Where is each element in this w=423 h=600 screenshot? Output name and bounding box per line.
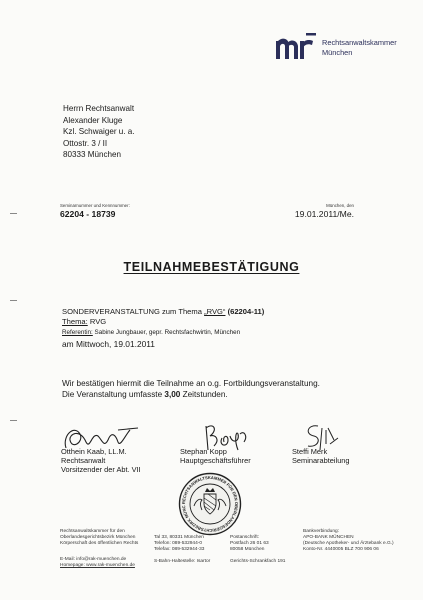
thema-line [62, 317, 106, 327]
letter-date: 19.01.2011/Me. [294, 209, 354, 219]
footer-bank-block: Bankverbindung: APO-BANK MÜNCHEN (Deutsche Apotheker- und Ärztebank e.G.) Konto-Nr. 4440005 BLZ 700 906 06 [303, 529, 394, 552]
event-type: SONDERVERANSTALTUNG zum Thema [62, 307, 205, 316]
signatory-kopp [180, 447, 251, 465]
footer-sbahn: S-Bahn-Haltestelle: Isartor [154, 559, 211, 564]
fold-mark [10, 420, 17, 421]
punch-mark [10, 300, 17, 301]
reference-label: Seminarnummer und Kennnummer: [60, 203, 130, 208]
fold-mark [10, 213, 17, 214]
address-line: Kzl. Schwaiger u. a. [63, 127, 135, 136]
event-date: am Mittwoch, 19.01.2011 [62, 339, 155, 349]
footer-website: Homepage: www.rak-muenchen.de [60, 563, 135, 568]
address-line: Alexander Kluge [63, 115, 123, 125]
footer-email: E-Mail: info@rak-muenchen.de [60, 557, 127, 562]
rak-logo-icon [276, 33, 316, 59]
address-line: 80333 München [63, 150, 122, 159]
footer-postal-block: Postanschrift: Postfach 26 01 63 80058 München [230, 535, 269, 552]
signatory-role: Hauptgeschäftsführer [180, 456, 251, 466]
address-line: Herrn Rechtsanwalt [63, 104, 135, 113]
organization-name: Rechtsanwaltskammer München [322, 38, 397, 57]
signatory-role: Seminarabteilung [292, 456, 350, 466]
referentin-value: Sabine Jungbauer, gepr. Rechtsfachwirtin, München [92, 329, 241, 336]
event-line [62, 307, 264, 317]
reference-number: 62204 - 18739 [60, 209, 116, 219]
date-label: München, den [326, 203, 354, 208]
footer-phone-block: Tal 33, 80331 München Telefon: 089-532944-0 Telefax: 089-532944-33 [154, 535, 205, 552]
svg-text:RECHTSANWALTSKAMMER FÜR DEN OB: RECHTSANWALTSKAMMER FÜR DEN OBERLANDESGERICHTSBEZIRK MÜNC [180, 474, 240, 534]
signatory-kaab [61, 447, 141, 475]
recipient-address [63, 103, 135, 161]
footer-schrankfach: Gerichts-Schrankfach 191 [230, 559, 286, 564]
footer-organization: Rechtsanwaltskammer für den Oberlandesgerichtsbezirk München Körperschaft des öffentlichen Rechts [60, 529, 139, 546]
hours-value: 3,00 [164, 390, 181, 399]
signatory-role: Rechtsanwalt [61, 456, 106, 466]
thema-value: RVG [87, 317, 107, 326]
signatory-name: Stephan Kopp [180, 447, 227, 456]
event-topic: „RVG“ [204, 307, 226, 316]
footer-contact [60, 557, 135, 569]
thema-label: Thema: [62, 317, 88, 326]
event-code: (62204-11) [225, 307, 265, 316]
confirmation-text: Wir bestätigen hiermit die Teilnahme an o.g. Fortbildungsveranstaltung. Die Veranstaltung umfasste 3,00 Zeitstunden. [62, 379, 320, 399]
address-line: Ottostr. 3 / II [63, 138, 108, 148]
official-seal-icon [178, 472, 242, 536]
signatory-name: Otthein Kaab, LL.M. [61, 447, 127, 456]
signatory-merk [292, 447, 350, 465]
signatory-name: Steffi Merk [292, 447, 328, 456]
signatory-role: Vorsitzender der Abt. VII [61, 465, 141, 475]
referentin-line [62, 328, 240, 338]
document-title: TEILNAHMEBESTÄTIGUNG [123, 260, 300, 274]
referentin-label: Referentin: [62, 329, 93, 336]
